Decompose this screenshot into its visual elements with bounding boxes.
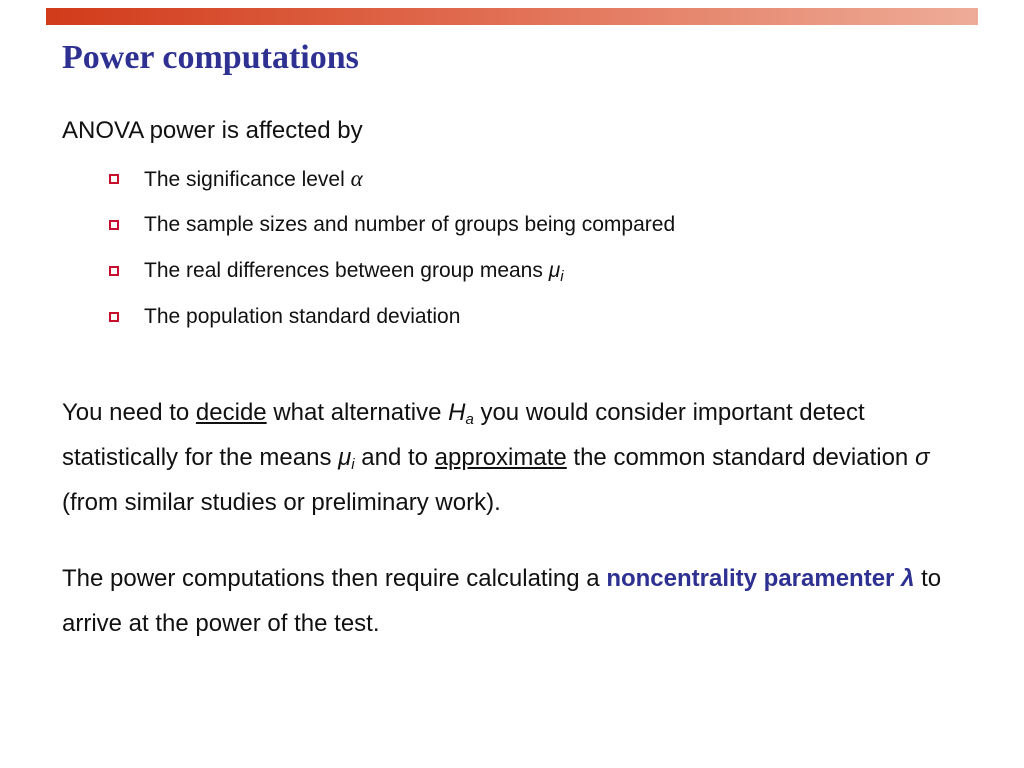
noncentrality-paragraph: [62, 556, 962, 646]
bullet-sample-sizes: [108, 210, 675, 256]
h-subscript: a: [465, 411, 474, 428]
text-run: (from similar studies or preliminary work).: [62, 489, 501, 516]
bullet-group-means: [108, 256, 675, 302]
bullet-standard-deviation: [108, 302, 675, 348]
text-run: The power computations then require calculating a: [62, 565, 607, 592]
mu-symbol: μ: [548, 259, 561, 282]
square-bullet-icon: [109, 312, 119, 322]
bullet-list: [108, 164, 675, 348]
mu-subscript: i: [560, 268, 564, 285]
alternative-paragraph: [62, 390, 962, 525]
accent-bar: [46, 8, 978, 25]
text-run: to arrive at the power of the test.: [62, 565, 942, 637]
square-bullet-icon: [109, 266, 119, 276]
text-run: you would consider important detect statistically for the means: [62, 399, 865, 471]
noncentrality-term: noncentrality paramenter: [606, 565, 902, 592]
text-run: and to: [354, 444, 435, 471]
bullet-text: The significance level: [144, 168, 351, 191]
bullet-text: The sample sizes and number of groups being compared: [144, 213, 676, 236]
slide-title: Power computations: [62, 39, 359, 76]
alpha-symbol: α: [350, 166, 363, 191]
text-run: the common standard deviation: [566, 444, 915, 471]
text-run: what alternative: [266, 399, 449, 426]
square-bullet-icon: [109, 174, 119, 184]
mu-symbol: μ: [338, 444, 352, 471]
mu-subscript: i: [351, 456, 355, 473]
bullet-significance-level: [108, 164, 675, 210]
lambda-symbol: λ: [901, 565, 915, 592]
square-bullet-icon: [109, 220, 119, 230]
decide-word: decide: [195, 399, 267, 426]
bullet-text: The population standard deviation: [144, 305, 461, 328]
approximate-word: approximate: [434, 444, 567, 471]
text-run: You need to: [62, 399, 196, 426]
intro-text: ANOVA power is affected by: [62, 117, 363, 144]
bullet-text: The real differences between group means: [144, 259, 549, 282]
h-symbol: H: [448, 399, 466, 426]
sigma-symbol: σ: [914, 444, 930, 471]
